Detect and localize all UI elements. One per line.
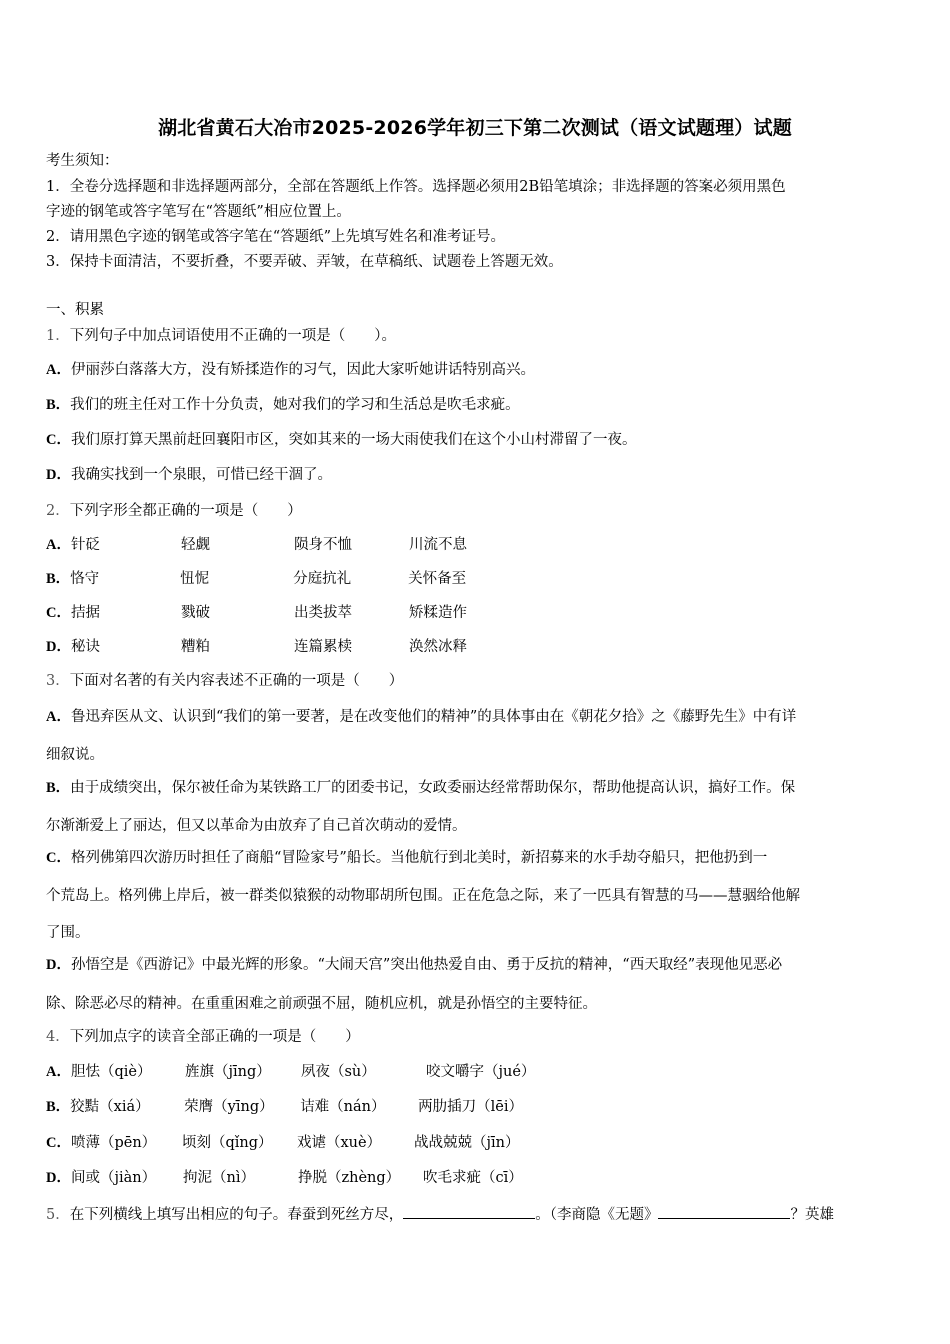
q2-option-a[interactable] xyxy=(46,535,908,555)
question-text: 在下列横线上填写出相应的句子。春蚕到死丝方尽， xyxy=(69,1207,404,1223)
option-word: 狡黠（xiá） xyxy=(70,1099,150,1115)
option-label: C． xyxy=(46,1135,71,1151)
q4-option-a[interactable] xyxy=(46,1062,908,1082)
notice-item: 字迹的钢笔或答字笔写在“答题纸”相应位置上。 xyxy=(46,204,351,220)
q1-option-d[interactable] xyxy=(46,465,908,485)
question-number: 1． xyxy=(46,328,70,344)
option-text: 格列佛第四次游历时担任了商船“冒险家号”船长。当他航行到北美时，新招募来的水手劫夺船只，把他扔到一 xyxy=(70,850,768,866)
option-word: 戏谑（xuè） xyxy=(296,1135,382,1151)
question-number: 2． xyxy=(46,503,70,519)
question-number: 4． xyxy=(46,1029,70,1045)
option-word: 恪守 xyxy=(70,571,100,587)
option-word: 忸怩 xyxy=(180,571,210,587)
option-text: 我们原打算天黑前赶回襄阳市区，突如其来的一场大雨使我们在这个小山村滞留了一夜。 xyxy=(70,432,637,448)
option-label: B． xyxy=(46,780,71,796)
option-word: 关怀备至 xyxy=(408,571,467,587)
question-text: ？英雄 xyxy=(790,1207,834,1223)
notice-heading: 考生须知： xyxy=(46,153,119,169)
question-number: 3． xyxy=(46,673,70,689)
option-label: D． xyxy=(46,467,71,483)
q2-option-b[interactable] xyxy=(46,569,908,589)
option-word: 分庭抗礼 xyxy=(293,571,352,587)
q3-option-a[interactable] xyxy=(46,707,908,727)
option-label: A． xyxy=(46,709,71,725)
question-1-stem xyxy=(46,326,908,346)
option-label: C． xyxy=(46,432,71,448)
option-word: 战战兢兢（jīn） xyxy=(413,1135,520,1151)
option-label: B． xyxy=(46,1099,71,1115)
option-word: 拘泥（nì） xyxy=(182,1170,255,1186)
question-3-stem xyxy=(46,671,908,691)
option-word: 喷薄（pēn） xyxy=(70,1135,157,1151)
option-text: 由于成绩突出，保尔被任命为某铁路工厂的团委书记，女政委丽达经常帮助保尔，帮助他提高认识，搞好工作。保 xyxy=(70,780,796,796)
question-text: 。（李商隐《无题》 xyxy=(535,1207,659,1223)
option-text: 我们的班主任对工作十分负责，她对我们的学习和生活总是吹毛求疵。 xyxy=(70,397,520,413)
q2-option-c[interactable] xyxy=(46,603,908,623)
question-5-stem xyxy=(46,1204,908,1225)
option-label: C． xyxy=(46,850,71,866)
option-word: 两肋插刀（lēi） xyxy=(418,1099,524,1115)
option-word: 旌旗（jīng） xyxy=(184,1064,271,1080)
notice-item: 2．请用黑色字迹的钢笔或答字笔在“答题纸”上先填写姓名和准考证号。 xyxy=(46,229,506,245)
option-word: 吹毛求疵（cī） xyxy=(422,1170,523,1186)
question-text: 下列字形全都正确的一项是（ ） xyxy=(69,503,302,519)
page-title: 湖北省黄石大冶市2025-2026学年初三下第二次测试（语文试题理）试题 xyxy=(158,117,792,139)
answer-blank[interactable] xyxy=(658,1204,790,1219)
option-label: D． xyxy=(46,957,71,973)
option-word: 诘难（nán） xyxy=(300,1099,386,1115)
q3-option-d-cont: 除、除恶必尽的精神。在重重困难之前顽强不屈，随机应机，就是孙悟空的主要特征。 xyxy=(46,996,597,1012)
option-word: 间或（jiàn） xyxy=(70,1170,157,1186)
q1-option-c[interactable] xyxy=(46,430,908,450)
notice-item: 3．保持卡面清洁，不要折叠，不要弄破、弄皱，在草稿纸、试题卷上答题无效。 xyxy=(46,254,563,270)
option-word: 顷刻（qǐng） xyxy=(181,1135,273,1151)
option-label: B． xyxy=(46,571,71,587)
q1-option-b[interactable] xyxy=(46,395,908,415)
option-word: 拮据 xyxy=(70,605,100,621)
option-word: 秘诀 xyxy=(70,639,100,655)
option-text: 我确实找到一个泉眼，可惜已经干涸了。 xyxy=(70,467,332,483)
option-word: 针砭 xyxy=(70,537,100,553)
q4-option-c[interactable] xyxy=(46,1133,908,1153)
option-text: 伊丽莎白落落大方，没有矫揉造作的习气，因此大家听她讲话特别高兴。 xyxy=(70,362,535,378)
q3-option-c-cont: 个荒岛上。格列佛上岸后，被一群类似猿猴的动物耶胡所包围。正在危急之际，来了一匹具有智慧的马——慧骃给他解 xyxy=(46,888,800,904)
option-text: 孙悟空是《西游记》中最光辉的形象。“大闹天宫”突出他热爱自由、勇于反抗的精神，“西天取经”表现他见恶必 xyxy=(70,957,783,973)
option-word: 胆怯（qiè） xyxy=(70,1064,152,1080)
option-text: 鲁迅弃医从文、认识到“我们的第一要著，是在改变他们的精神”的具体事由在《朝花夕拾》之《藤野先生》中有详 xyxy=(70,709,797,725)
option-word: 戮破 xyxy=(180,605,210,621)
option-word: 连篇累椟 xyxy=(293,639,352,655)
option-label: A． xyxy=(46,537,71,553)
question-text: 下列加点字的读音全部正确的一项是（ ） xyxy=(69,1029,360,1045)
answer-blank[interactable] xyxy=(403,1204,535,1219)
q4-option-d[interactable] xyxy=(46,1168,908,1188)
q3-option-b-cont: 尔渐渐爱上了丽达，但又以革命为由放弃了自己首次萌动的爱情。 xyxy=(46,818,467,834)
option-label: A． xyxy=(46,1064,71,1080)
option-word: 咬文嚼字（jué） xyxy=(425,1064,536,1080)
question-2-stem xyxy=(46,501,908,521)
section-heading: 一、积累 xyxy=(46,302,104,318)
option-word: 矫糅造作 xyxy=(408,605,467,621)
option-word: 出类拔萃 xyxy=(293,605,352,621)
option-word: 糟粕 xyxy=(180,639,210,655)
question-text: 下列句子中加点词语使用不正确的一项是（ ）。 xyxy=(69,328,396,344)
option-label: B． xyxy=(46,397,71,413)
option-word: 轻觑 xyxy=(180,537,210,553)
option-word: 挣脱（zhèng） xyxy=(297,1170,401,1186)
notice-item: 1．全卷分选择题和非选择题两部分，全部在答题纸上作答。选择题必须用2B铅笔填涂；非选择题的答案必须用黑色 xyxy=(46,179,786,195)
question-4-stem xyxy=(46,1027,908,1047)
q3-option-c[interactable] xyxy=(46,848,908,868)
q4-option-b[interactable] xyxy=(46,1097,908,1117)
option-word: 涣然冰释 xyxy=(408,639,467,655)
option-label: D． xyxy=(46,639,71,655)
q3-option-c-cont: 了围。 xyxy=(46,925,90,941)
q3-option-b[interactable] xyxy=(46,778,908,798)
option-label: C． xyxy=(46,605,71,621)
option-word: 陨身不恤 xyxy=(293,537,352,553)
option-word: 夙夜（sù） xyxy=(300,1064,376,1080)
option-word: 川流不息 xyxy=(408,537,467,553)
option-word: 荣膺（yīng） xyxy=(184,1099,274,1115)
q1-option-a[interactable] xyxy=(46,360,908,380)
question-text: 下面对名著的有关内容表述不正确的一项是（ ） xyxy=(69,673,404,689)
q2-option-d[interactable] xyxy=(46,637,908,657)
option-label: D． xyxy=(46,1170,71,1186)
question-number: 5． xyxy=(46,1207,70,1223)
q3-option-d[interactable] xyxy=(46,955,908,975)
option-label: A． xyxy=(46,362,71,378)
q3-option-a-cont: 细叙说。 xyxy=(46,747,104,763)
